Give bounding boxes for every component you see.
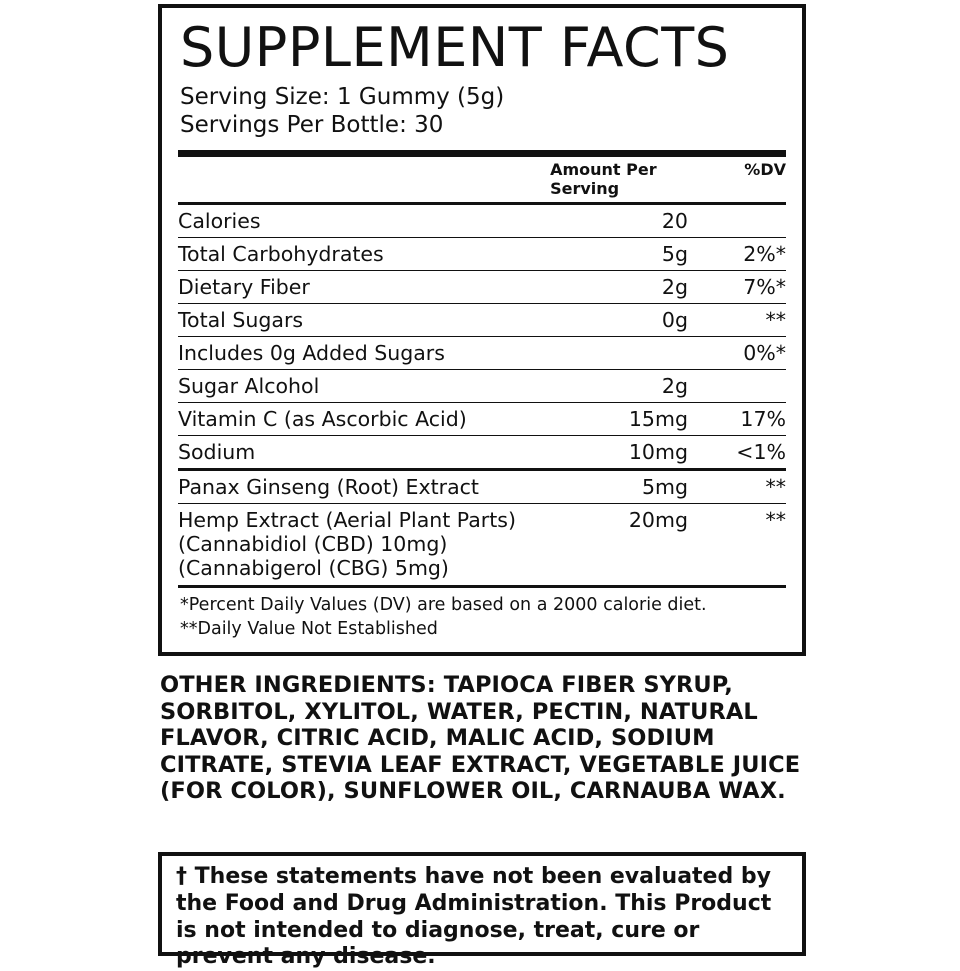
table-row xyxy=(178,303,786,336)
row-name: Total Carbohydrates xyxy=(178,237,550,270)
footnote-daily-values: *Percent Daily Values (DV) are based on a 2000 calorie diet. xyxy=(180,594,707,615)
row-dv: ** xyxy=(696,303,786,336)
table-row xyxy=(178,369,786,402)
table-header-row xyxy=(178,157,786,203)
row-dv: 7%* xyxy=(696,270,786,303)
row-dv: <1% xyxy=(696,435,786,469)
footnote-not-established: **Daily Value Not Established xyxy=(180,619,438,640)
row-amount: 2g xyxy=(550,369,696,402)
row-dv: ** xyxy=(696,469,786,503)
row-amount xyxy=(550,336,696,369)
divider-footnote xyxy=(178,585,786,588)
supplement-facts-panel xyxy=(158,4,806,656)
row-name: Panax Ginseng (Root) Extract xyxy=(178,469,550,503)
page-title: SUPPLEMENT FACTS xyxy=(180,16,730,79)
row-name-line1: Hemp Extract (Aerial Plant Parts) xyxy=(178,507,516,532)
row-amount: 20 xyxy=(550,203,696,237)
row-dv xyxy=(696,369,786,402)
header-amount-line2: Serving xyxy=(550,178,620,198)
row-dv: 0%* xyxy=(696,336,786,369)
fda-disclaimer-text: † These statements have not been evaluated by the Food and Drug Administration. This Product is not intended to diagnose, treat, cure or prevent any disease. xyxy=(176,864,772,970)
table-row xyxy=(178,203,786,237)
row-name: Total Sugars xyxy=(178,303,550,336)
divider-thick-top xyxy=(178,150,786,157)
row-dv: 2%* xyxy=(696,237,786,270)
row-name: Includes 0g Added Sugars xyxy=(178,336,550,369)
servings-per-bottle-text: Servings Per Bottle: 30 xyxy=(180,112,444,139)
header-blank xyxy=(178,157,550,203)
row-name: Sodium xyxy=(178,435,550,469)
serving-size-text: Serving Size: 1 Gummy (5g) xyxy=(180,83,505,110)
table-row xyxy=(178,270,786,303)
row-name-hemp xyxy=(178,503,550,584)
row-name-line2: (Cannabidiol (CBD) 10mg) (Cannabigerol (CBG) 5mg) xyxy=(178,532,449,581)
table-row xyxy=(178,402,786,435)
table-row xyxy=(178,503,786,584)
row-dv: ** xyxy=(696,503,786,584)
table-row xyxy=(178,237,786,270)
nutrition-table xyxy=(178,157,786,584)
row-dv xyxy=(696,203,786,237)
header-amount-per-serving xyxy=(550,157,696,203)
table-row xyxy=(178,469,786,503)
table-row xyxy=(178,435,786,469)
row-amount: 15mg xyxy=(550,402,696,435)
row-name: Sugar Alcohol xyxy=(178,369,550,402)
header-amount-line1: Amount Per xyxy=(550,160,657,180)
table-row xyxy=(178,336,786,369)
row-name: Vitamin C (as Ascorbic Acid) xyxy=(178,402,550,435)
row-amount: 5mg xyxy=(550,469,696,503)
row-dv: 17% xyxy=(696,402,786,435)
disclaimer-panel xyxy=(158,852,806,970)
row-amount: 20mg xyxy=(550,503,696,584)
row-amount: 5g xyxy=(550,237,696,270)
other-ingredients-text: OTHER INGREDIENTS: TAPIOCA FIBER SYRUP, SORBITOL, XYLITOL, WATER, PECTIN, NATURAL FLAVOR, CITRIC ACID, MALIC ACID, SODIUM CITRATE, STEVIA LEAF EXTRACT, VEGETABLE JUICE (FOR COLOR), SUNFLOWER OIL, CARNAUBA WAX. xyxy=(160,672,801,805)
row-amount: 2g xyxy=(550,270,696,303)
row-amount: 0g xyxy=(550,303,696,336)
header-dv: %DV xyxy=(744,160,786,180)
row-name: Dietary Fiber xyxy=(178,270,550,303)
row-amount: 10mg xyxy=(550,435,696,469)
row-name: Calories xyxy=(178,203,550,237)
